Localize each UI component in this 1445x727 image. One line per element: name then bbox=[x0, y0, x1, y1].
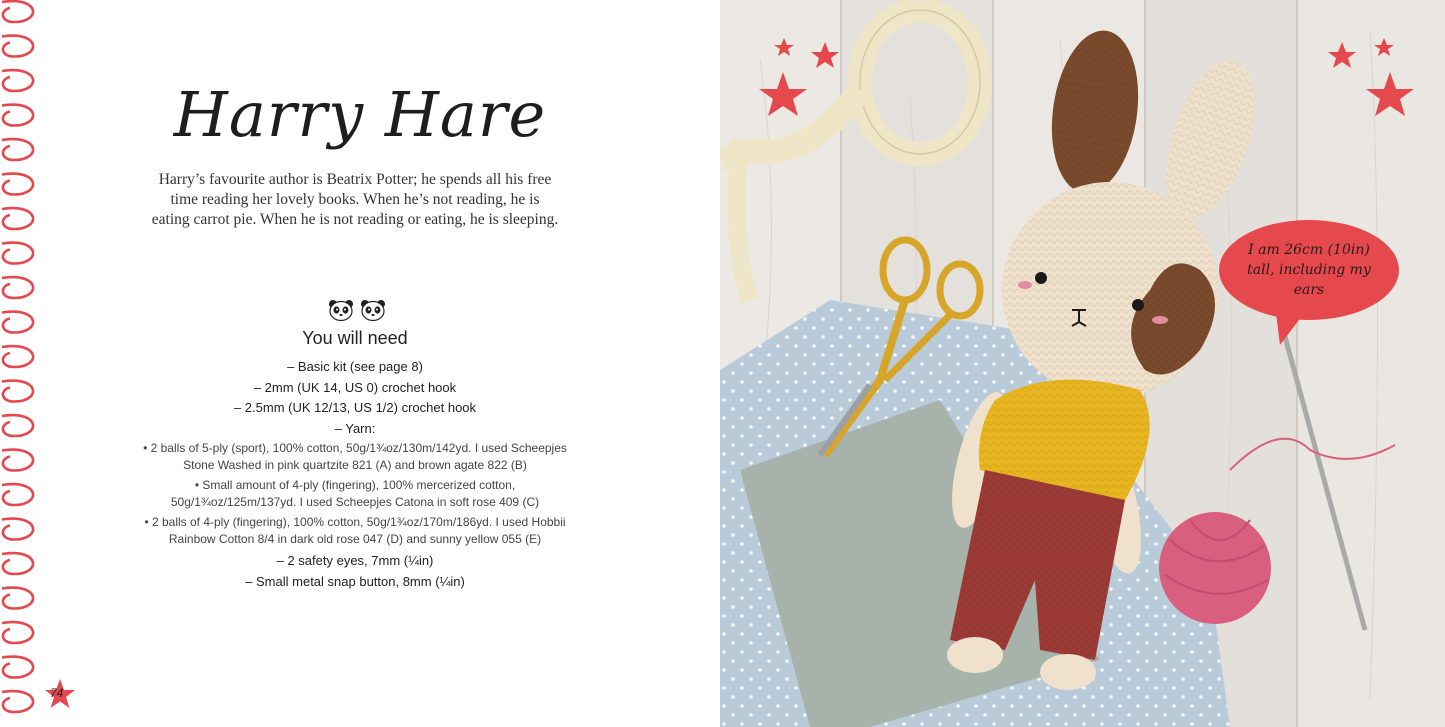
page-number: 74 bbox=[50, 686, 64, 700]
requirement-item: – Small metal snap button, 8mm (¼in) bbox=[245, 573, 465, 589]
panda-icon bbox=[359, 298, 387, 322]
left-page bbox=[0, 0, 720, 727]
intro-paragraph: Harry’s favourite author is Beatrix Potter; he spends all his free time reading her lovely books. When he’s not reading, he is eating carrot pie. When he is not reading or eating, he is sleeping. bbox=[151, 171, 559, 228]
yarn-detail: • 2 balls of 4-ply (fingering), 100% cotton, 50g/1¾oz/170m/186yd. I used Hobbii Rainbow Cotton 8/4 in dark old rose 047 (D) and sunny yellow 055 (E) bbox=[144, 515, 566, 546]
requirement-item: – 2mm (UK 14, US 0) crochet hook bbox=[253, 379, 457, 395]
page-title: Harry Hare bbox=[173, 78, 547, 151]
photo-illustration bbox=[720, 0, 1445, 727]
you-will-need-heading: You will need bbox=[302, 328, 408, 348]
requirement-item: – 2.5mm (UK 12/13, US 1/2) crochet hook bbox=[233, 400, 477, 415]
requirement-item: – 2 safety eyes, 7mm (¼in) bbox=[276, 553, 434, 568]
yarn-detail: • Small amount of 4-ply (fingering), 100% mercerized cotton, 50g/1¾oz/125m/137yd. I used Scheepjes Catona in soft rose 409 (C) bbox=[170, 478, 540, 509]
panda-icon bbox=[327, 298, 355, 322]
requirements-list bbox=[140, 357, 570, 592]
panda-icons bbox=[322, 298, 392, 324]
product-photo bbox=[720, 0, 1445, 727]
requirement-item: – Basic kit (see page 8) bbox=[287, 359, 423, 374]
speech-bubble-text: I am 26cm (10in) tall, including my ears bbox=[1247, 242, 1371, 298]
page-number-badge bbox=[44, 678, 76, 710]
spiral-loops bbox=[2, 1, 33, 712]
spiral-binding-decoration bbox=[0, 0, 48, 727]
requirement-item: – Yarn: bbox=[334, 420, 376, 436]
yarn-detail: • 2 balls of 5-ply (sport), 100% cotton, 50g/1¾oz/130m/142yd. I used Scheepjes Stone Washed in pink quartzite 821 (A) and brown agate 822 (B) bbox=[143, 441, 567, 472]
